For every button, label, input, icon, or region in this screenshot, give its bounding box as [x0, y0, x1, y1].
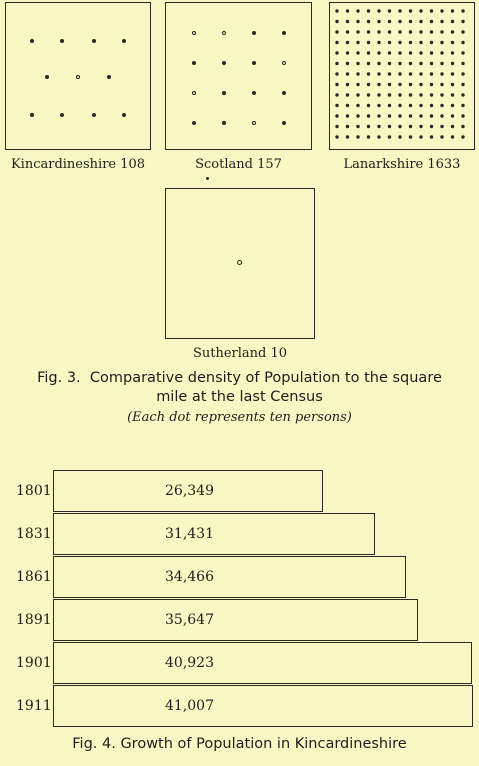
density-dot: [60, 39, 64, 43]
density-dot: [107, 75, 111, 79]
density-dot: [237, 260, 242, 265]
year-label: 1901: [16, 655, 52, 671]
population-bar: [53, 599, 418, 641]
sutherland-panel: [165, 188, 315, 339]
bar-value-label: 40,923: [165, 655, 214, 671]
density-dot: [30, 39, 34, 43]
bar-value-label: 41,007: [165, 698, 214, 714]
density-dot: [76, 75, 80, 79]
year-label: 1801: [16, 483, 52, 499]
density-dot: [122, 113, 126, 117]
density-dot: [192, 31, 196, 35]
lanarkshire-dot-grid: [330, 3, 473, 148]
density-dot: [222, 31, 226, 35]
fig3-note: (Each dot represents ten persons): [127, 410, 352, 425]
kincardineshire-label: Kincardineshire 108: [10, 157, 146, 172]
stray-mark: [206, 177, 209, 180]
density-dot: [252, 61, 256, 65]
scotland-label: Scotland 157: [195, 157, 282, 172]
density-dot: [192, 91, 196, 95]
population-bar: [53, 513, 375, 555]
population-bar: [53, 685, 473, 727]
bar-value-label: 35,647: [165, 612, 214, 628]
year-label: 1911: [16, 698, 52, 714]
density-dot: [252, 121, 256, 125]
density-dot: [92, 113, 96, 117]
year-label: 1861: [16, 569, 52, 585]
density-dot: [60, 113, 64, 117]
density-dot: [282, 61, 286, 65]
lanarkshire-panel: [329, 2, 475, 150]
density-dot: [92, 39, 96, 43]
density-dot: [192, 61, 196, 65]
year-label: 1831: [16, 526, 52, 542]
lanarkshire-label: Lanarkshire 1633: [343, 157, 461, 172]
bar-value-label: 34,466: [165, 569, 214, 585]
fig3-caption-line2: mile at the last Census: [156, 389, 323, 405]
scotland-panel: [165, 2, 312, 150]
fig4-caption: Fig. 4. Growth of Population in Kincardineshire: [72, 736, 407, 752]
density-dot: [282, 91, 286, 95]
bar-value-label: 26,349: [165, 483, 214, 499]
density-dot: [122, 39, 126, 43]
density-dot: [45, 75, 49, 79]
density-dot: [282, 121, 286, 125]
density-dot: [252, 31, 256, 35]
density-dot: [252, 91, 256, 95]
population-bar: [53, 642, 472, 684]
density-dot: [30, 113, 34, 117]
density-dot: [192, 121, 196, 125]
fig3-caption-line1: Fig. 3. Comparative density of Population to the square: [37, 370, 442, 386]
density-dot: [222, 61, 226, 65]
year-label: 1891: [16, 612, 52, 628]
bar-value-label: 31,431: [165, 526, 214, 542]
kincardineshire-panel: [5, 2, 151, 150]
density-dot: [222, 91, 226, 95]
density-dot: [222, 121, 226, 125]
density-dot: [282, 31, 286, 35]
population-bar: [53, 556, 406, 598]
sutherland-label: Sutherland 10: [192, 346, 288, 361]
